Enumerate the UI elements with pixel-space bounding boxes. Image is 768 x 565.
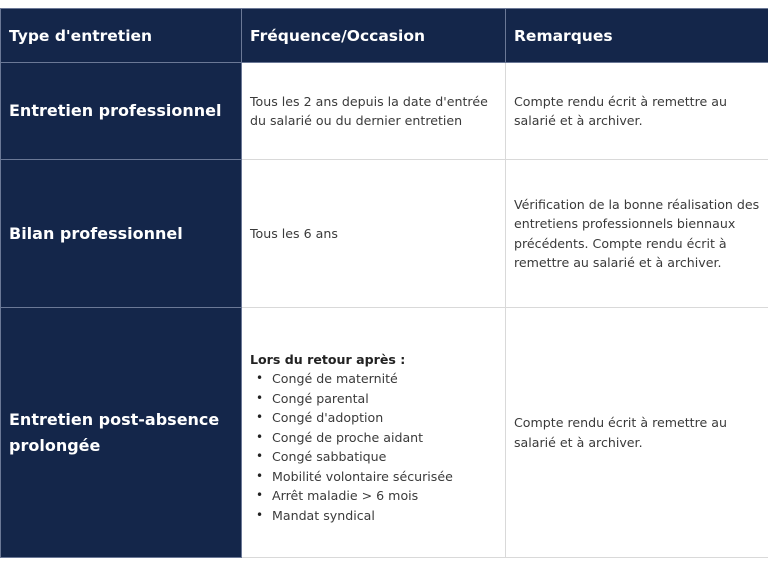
list-item: • Mandat syndical (272, 506, 497, 526)
bullet-icon: • (256, 390, 264, 405)
row-remarks-cell: Vérification de la bonne réalisation des entretiens professionnels biennaux précédents. Compte rendu écrit à remettre au salarié et à archiver. (506, 160, 768, 308)
frequency-list-heading: Lors du retour après : (250, 351, 406, 367)
bullet-icon: • (256, 371, 264, 386)
list-item: • Mobilité volontaire sécurisée (272, 467, 497, 487)
row-type-cell: Bilan professionnel (1, 160, 242, 308)
bullet-icon: • (256, 410, 264, 425)
absence-list (250, 369, 497, 525)
header-remarks: Remarques (506, 9, 768, 63)
table-row (1, 308, 768, 558)
header-type: Type d'entretien (1, 9, 242, 63)
row-remarks-cell: Compte rendu écrit à remettre au salarié et à archiver. (506, 308, 768, 558)
table-row (1, 160, 768, 308)
table-row (1, 63, 768, 160)
entretiens-table (0, 8, 768, 558)
list-item: • Congé de maternité (272, 369, 497, 389)
row-type-cell: Entretien professionnel (1, 63, 242, 160)
header-frequency: Fréquence/Occasion (242, 9, 506, 63)
bullet-icon: • (256, 468, 264, 483)
row-frequency-cell (242, 308, 506, 558)
row-remarks-cell: Compte rendu écrit à remettre au salarié et à archiver. (506, 63, 768, 160)
list-item: • Congé parental (272, 389, 497, 409)
bullet-icon: • (256, 488, 264, 503)
list-item: • Congé sabbatique (272, 447, 497, 467)
row-frequency-cell: Tous les 2 ans depuis la date d'entrée du salarié ou du dernier entretien (242, 63, 506, 160)
list-item: • Congé de proche aidant (272, 428, 497, 448)
bullet-icon: • (256, 429, 264, 444)
list-item: • Congé d'adoption (272, 408, 497, 428)
bullet-icon: • (256, 449, 264, 464)
list-item: • Arrêt maladie > 6 mois (272, 486, 497, 506)
row-frequency-cell: Tous les 6 ans (242, 160, 506, 308)
row-type-cell: Entretien post-absence prolongée (1, 308, 242, 558)
header-row (1, 9, 768, 63)
bullet-icon: • (256, 507, 264, 522)
